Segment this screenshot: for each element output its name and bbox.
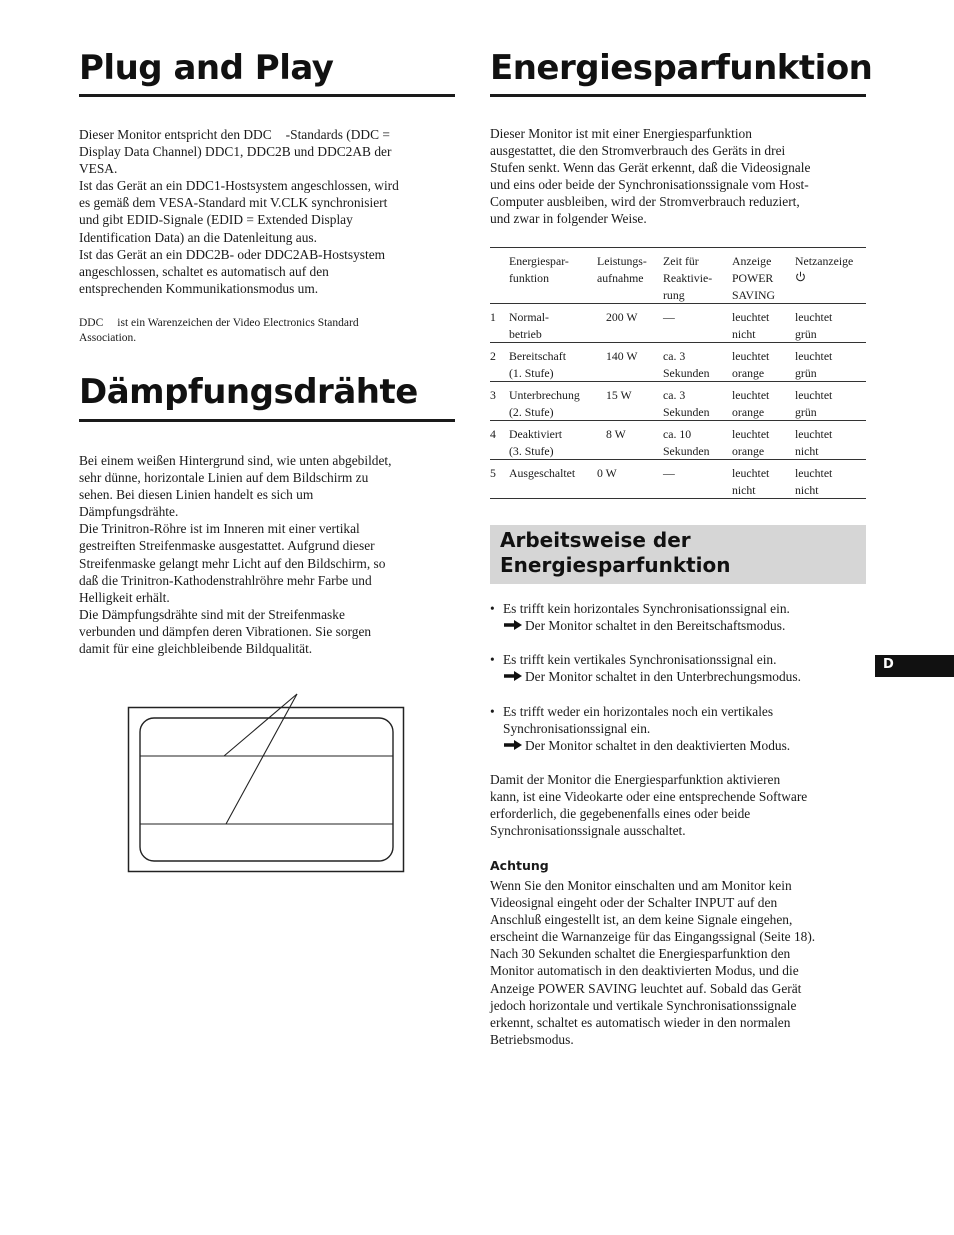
line: Anschluß eingestellt ist, an dem keine Signale eingehen, — [490, 912, 793, 928]
line: Synchronisationssignale ausschaltet. — [490, 823, 686, 839]
line: gestreiften Streifenmaske ausgestattet. Aufgrund dieser — [79, 538, 375, 554]
right-arrow-icon — [503, 670, 523, 682]
line: Dieser Monitor ist mit einer Energiesparfunktion — [490, 126, 752, 141]
pointer-line — [226, 694, 297, 824]
line: angeschlossen, schaltet es automatisch auf den — [79, 263, 329, 279]
line: Helligkeit erhält. — [79, 589, 170, 605]
bullet-item — [490, 651, 870, 687]
heading-plug-and-play: Plug and Play — [79, 48, 334, 88]
table-row: 1 Normal- betrieb 200 W — leuchtet nicht leuchtet grün — [490, 304, 866, 343]
line: Ist das Gerät an ein DDC1-Hostsystem angeschlossen, wird — [79, 178, 399, 194]
bullet-dot: • — [490, 652, 495, 667]
plug-paragraph — [79, 126, 459, 297]
line: Dämpfungsdrähte. — [79, 504, 179, 520]
language-tab — [875, 655, 954, 677]
header-cell: Netzanzeige — [795, 253, 853, 287]
bullet-text: Es trifft weder ein horizontales noch ein vertikales Synchronisationssignal ein. — [503, 704, 774, 737]
line: Display Data Channel) DDC1, DDC2B und DDC2AB der — [79, 144, 392, 160]
right-arrow-icon — [503, 619, 523, 631]
line: damit für eine gleichbleibende Bildqualität. — [79, 641, 313, 657]
heading-rule — [79, 94, 455, 97]
bullet-text: Es trifft kein vertikales Synchronisationssignal ein. — [503, 652, 777, 667]
line: es gemäß dem VESA-Standard mit V.CLK synchronisiert — [79, 195, 388, 211]
line: sehen. Bei diesen Linien handelt es sich um — [79, 487, 314, 503]
bullet-result: Der Monitor schaltet in den deaktivierten Modus. — [525, 738, 791, 753]
line: Identification Data) an die Datenleitung aus. — [79, 229, 317, 245]
energy-intro — [490, 125, 870, 228]
heading-rule — [490, 94, 866, 97]
pointer-line — [224, 694, 297, 756]
header-cell: Energiespar- funktion — [509, 254, 569, 285]
line: sehr dünne, horizontale Linien auf dem Bildschirm zu — [79, 470, 369, 486]
line: Bei einem weißen Hintergrund sind, wie unten abgebildet, — [79, 453, 392, 468]
bullet-result: Der Monitor schaltet in den Bereitschaftsmodus. — [525, 618, 786, 633]
line: Videosignal eingeht oder der Schalter INPUT auf den — [490, 895, 778, 911]
table-row: 4 Deaktiviert (3. Stufe) 8 W ca. 10 Sekunden leuchtet orange leuchtet nicht — [490, 421, 866, 460]
line: Computer ausbleiben, wird der Stromverbrauch reduziert, — [490, 194, 800, 210]
line: daß die Trinitron-Kathodenstrahlröhre mehr Farbe und — [79, 572, 372, 588]
table-row: 2 Bereitschaft (1. Stufe) 140 W ca. 3 Sekunden leuchtet orange leuchtet grün — [490, 343, 866, 382]
header-cell: Leistungs- aufnahme — [597, 254, 647, 285]
line: VESA. — [79, 161, 118, 177]
line: Die Dämpfungsdrähte sind mit der Streifenmaske — [79, 606, 345, 622]
line: -Standards (DDC = — [285, 127, 390, 142]
line: ausgestattet, die den Stromverbrauch des Geräts in drei — [490, 143, 786, 159]
line: jedoch horizontale und vertikale Synchronisationssignale — [490, 997, 797, 1013]
line: erkennt, schaltet es automatisch wieder in den normalen — [490, 1014, 791, 1030]
table-row: 3 Unterbrechung (2. Stufe) 15 W ca. 3 Sekunden leuchtet orange leuchtet grün — [490, 382, 866, 421]
line: und zwar in folgender Weise. — [490, 211, 647, 227]
damp-paragraph — [79, 452, 459, 657]
line: erscheint die Warnanzeige für das Eingangssignal (Seite 18). — [490, 929, 816, 945]
bullet-result: Der Monitor schaltet in den Unterbrechungsmodus. — [525, 669, 801, 684]
line: Betriebsmodus. — [490, 1031, 574, 1047]
line: Die Trinitron-Röhre ist im Inneren mit einer vertikal — [79, 521, 360, 537]
note-line: ist ein Warenzeichen der Video Electronics Standard — [117, 317, 359, 329]
line: verbunden und dämpfen deren Vibrationen. Sie sorgen — [79, 623, 372, 639]
subheading-box — [490, 525, 866, 584]
line: Monitor automatisch in den deaktivierten Modus, und die — [490, 963, 799, 979]
header-cell: Zeit für Reaktivie- rung — [663, 254, 713, 302]
heading-rule — [79, 419, 455, 422]
line: Streifenmaske gelangt mehr Licht auf den Bildschirm, so — [79, 555, 386, 571]
trademark-note — [79, 316, 459, 346]
bullet-dot: • — [490, 704, 495, 719]
right-arrow-icon — [503, 739, 523, 751]
line: Dieser Monitor entspricht den DDC — [79, 127, 272, 142]
power-icon — [795, 271, 806, 282]
line: Stufen senkt. Wenn das Gerät erkennt, daß die Videosignale — [490, 160, 811, 176]
line: erforderlich, die gegebenenfalls eines oder beide — [490, 806, 751, 822]
note-line: Association. — [79, 332, 137, 344]
line: Damit der Monitor die Energiesparfunktion aktivieren — [490, 772, 781, 787]
header-cell: Anzeige POWER SAVING — [732, 254, 776, 302]
achtung-title: Achtung — [490, 858, 549, 873]
bullet-item — [490, 600, 870, 636]
power-saving-table — [490, 247, 866, 499]
note-line: DDC — [79, 317, 104, 329]
bullet-item — [490, 703, 870, 757]
line: Ist das Gerät an ein DDC2B- oder DDC2AB-Hostsystem — [79, 246, 386, 262]
achtung-paragraph — [490, 877, 870, 1048]
line: Nach 30 Sekunden schaltet die Energiesparfunktion den — [490, 946, 791, 962]
screen-outline — [140, 718, 393, 861]
heading-daempfungsdraehte: Dämpfungsdrähte — [79, 372, 418, 412]
line: kann, ist eine Videokarte oder eine entsprechende Software — [490, 789, 808, 805]
bullet-dot: • — [490, 601, 495, 616]
line: Wenn Sie den Monitor einschalten und am Monitor kein — [490, 878, 792, 893]
line: und gibt EDID-Signale (EDID = Extended Display — [79, 212, 353, 228]
heading-energiesparfunktion: Energiesparfunktion — [490, 48, 873, 88]
line: entsprechenden Kommunikationsmodus um. — [79, 280, 319, 296]
language-tab-label: D — [883, 657, 894, 672]
energy-outro — [490, 771, 870, 839]
subheading-title: Arbeitsweise der Energiesparfunktion — [500, 528, 731, 577]
bullet-text: Es trifft kein horizontales Synchronisationssignal ein. — [503, 601, 790, 616]
line: und eins oder beide der Synchronisationssignale vom Host- — [490, 177, 809, 193]
monitor-frame — [129, 708, 404, 872]
table-header-row — [490, 247, 866, 304]
table-row: 5 Ausgeschaltet 0 W — leuchtet nicht leuchtet nicht — [490, 460, 866, 499]
line: Anzeige POWER SAVING leuchtet auf. Sobald das Gerät — [490, 980, 802, 996]
damper-wire-diagram — [127, 690, 407, 875]
